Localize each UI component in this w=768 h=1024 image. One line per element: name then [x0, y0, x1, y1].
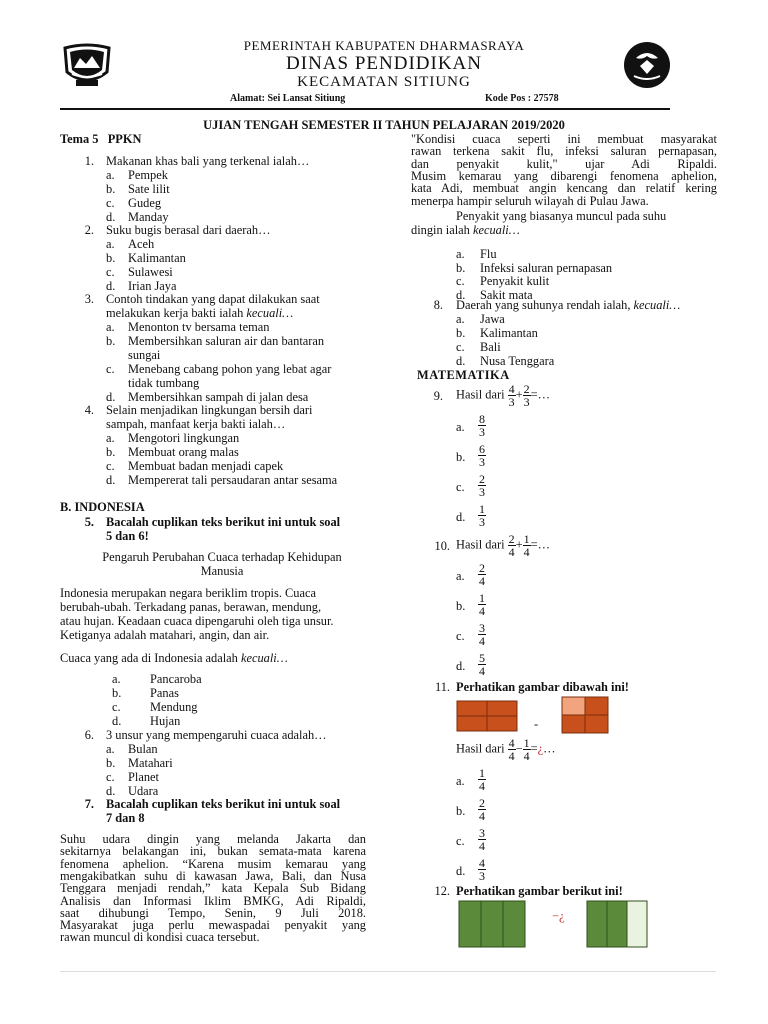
fraction-denominator: 3 — [479, 425, 485, 439]
fraction-numerator: 2 — [479, 472, 485, 486]
paragraph-line: Suhu udara dingin yang melanda Jakarta dan — [60, 832, 366, 846]
fraction-numerator: 5 — [479, 651, 485, 665]
option-letter: b. — [106, 756, 116, 770]
math-title: MATEMATIKA — [417, 368, 510, 382]
q9-f2-num: 2 — [523, 382, 530, 396]
q5-line2: 5 dan 6! — [106, 529, 149, 543]
option-text: Flu — [480, 247, 497, 261]
option-letter: c. — [456, 480, 465, 494]
q9-f2-den: 3 — [523, 395, 530, 409]
q12-figure-part — [586, 900, 648, 948]
option-letter: d. — [456, 659, 466, 673]
q2-text: Suku bugis berasal dari daerah… — [106, 223, 271, 237]
option-letter: b. — [106, 251, 116, 265]
fraction-numerator: 2 — [479, 561, 485, 575]
q2-number: 2. — [84, 223, 94, 237]
q12-operator: −¿ — [552, 909, 565, 923]
option-text: Membersihkan saluran air dan bantaran — [128, 334, 325, 348]
para4-line1: Penyakit yang biasanya muncul pada suhu — [456, 209, 667, 223]
q6-text: 3 unsur yang mempengaruhi cuaca adalah… — [106, 728, 327, 742]
option-fraction — [478, 443, 486, 468]
option-text: Pancaroba — [150, 672, 202, 686]
paragraph-line: menerpa hampir seluruh wilayah di Pulau Jawa. — [411, 193, 649, 208]
q12-number: 12. — [434, 884, 450, 898]
q9-tail: =… — [530, 387, 551, 402]
fraction-denominator: 4 — [479, 809, 485, 823]
option-letter: b. — [456, 326, 466, 340]
option-text: Penyakit kulit — [480, 274, 550, 288]
q1-text: Makanan khas bali yang terkenal ialah… — [106, 154, 310, 168]
option-fraction — [478, 562, 486, 587]
option-text: Bali — [480, 340, 501, 354]
option-text: Sate lilit — [128, 182, 170, 196]
option-text: Pempek — [128, 168, 168, 182]
fraction-denominator: 3 — [479, 869, 485, 883]
option-fraction — [478, 652, 486, 677]
paragraph-line: berubah-ubah. Terkadang panas, berawan, mendung, — [60, 600, 322, 614]
q9-f1-num: 4 — [508, 382, 515, 396]
q4-line1: Selain menjadikan lingkungan bersih dari — [106, 403, 313, 417]
q10-tail: =… — [530, 537, 551, 552]
option-text: Membuat orang malas — [128, 445, 239, 459]
paragraph-line: mengakibatkan suhu di kawasan Jawa, Bali, dan Nusa — [60, 868, 366, 883]
q8-kecuali: kecuali… — [633, 298, 681, 312]
q7-number: 7. — [84, 797, 94, 811]
para4-line2 — [411, 224, 520, 237]
option-letter: a. — [456, 420, 465, 434]
option-letter: d. — [456, 864, 466, 878]
option-letter: a. — [106, 431, 115, 445]
option-text: Infeksi saluran pernapasan — [480, 260, 613, 275]
option-letter: b. — [106, 182, 116, 196]
fraction-numerator: 8 — [479, 412, 485, 426]
option-text: Sakit mata — [480, 287, 533, 302]
q11-expression — [456, 737, 556, 762]
fraction-denominator: 3 — [479, 485, 485, 499]
q4-number: 4. — [84, 403, 94, 417]
para4-kecuali: kecuali… — [472, 223, 520, 237]
q12-figure-whole — [458, 900, 526, 948]
option-text: Manday — [128, 210, 169, 224]
q1-number: 1. — [84, 154, 94, 168]
option-letter: d. — [106, 210, 116, 224]
option-letter: d. — [106, 390, 116, 404]
fraction-numerator: 3 — [479, 621, 485, 635]
fraction-denominator: 4 — [479, 664, 485, 678]
q4-line2: sampah, manfaat kerja bakti ialah… — [106, 417, 286, 431]
option-text: Membuat badan menjadi capek — [128, 459, 284, 473]
option-text: Menebang cabang pohon yang lebat agar — [128, 362, 332, 376]
q10-operator: + — [515, 537, 523, 552]
option-text: Planet — [128, 770, 159, 784]
q11-f2-num: 1 — [523, 736, 530, 750]
header-line1: PEMERINTAH KABUPATEN DHARMASRAYA — [243, 38, 525, 53]
option-letter: a. — [456, 247, 465, 261]
q10-number: 10. — [434, 539, 450, 553]
theme-title: Tema 5 PPKN — [60, 132, 142, 146]
fraction-numerator: 1 — [479, 591, 485, 605]
option-fraction — [478, 827, 486, 852]
paragraph-line: rawan terkena sakit flu, infeksi saluran pernapasan, — [411, 144, 717, 159]
q11-result-text: Hasil dari — [456, 741, 505, 756]
option-fraction — [478, 797, 486, 822]
option-letter: b. — [456, 260, 466, 275]
option-letter: d. — [456, 354, 466, 368]
paragraph-line: Analisis dan Informasi Iklim BMKG, Adi Ripaldi, — [60, 893, 366, 908]
paragraph-line: Indonesia merupakan negara beriklim tropis. Cuaca — [60, 586, 316, 600]
fraction-numerator: 2 — [479, 796, 485, 810]
q11-tail: … — [543, 741, 556, 756]
q11-blank: ¿ — [537, 741, 544, 756]
option-letter: c. — [456, 629, 465, 643]
q3-kecuali: kecuali… — [246, 306, 294, 320]
option-letter: b. — [112, 686, 122, 700]
option-text: Nusa Tenggara — [480, 354, 555, 368]
option-letter: c. — [112, 700, 121, 714]
paragraph-line: saat dihubungi Tempo, Senin, 9 Juli 2018. — [60, 905, 366, 920]
q11-figure-whole — [456, 700, 518, 732]
option-fraction — [478, 413, 486, 438]
option-text: Sulawesi — [128, 265, 173, 279]
option-fraction — [478, 592, 486, 617]
fraction-denominator: 4 — [479, 779, 485, 793]
paragraph-line: "Kondisi cuaca seperti ini membuat masyarakat — [411, 132, 717, 146]
q9-expression — [456, 383, 550, 408]
q5-number: 5. — [84, 515, 94, 529]
option-letter: c. — [106, 362, 115, 376]
exam-title: UJIAN TENGAH SEMESTER II TAHUN PELAJARAN 2019/2020 — [203, 118, 565, 132]
option-text: Udara — [128, 784, 159, 798]
option-letter: a. — [106, 742, 115, 756]
fraction-denominator: 4 — [479, 634, 485, 648]
paragraph-line: Musim kemarau yang dibarengi fenomena aphelion, — [411, 168, 717, 183]
option-text: Membersihkan sampah di jalan desa — [128, 390, 309, 404]
paragraph-line: Tenggara menjadi rendah,” kata Kepala Sub Bidang — [60, 881, 366, 896]
option-text: Kalimantan — [128, 251, 186, 265]
option-text: Mengotori lingkungan — [128, 431, 240, 445]
q8-text — [456, 299, 680, 312]
option-text: Mempererat tali persaudaran antar sesama — [128, 473, 338, 487]
option-letter: a. — [456, 569, 465, 583]
option-text: Matahari — [128, 756, 173, 770]
option-fraction — [478, 473, 486, 498]
fraction-numerator: 4 — [479, 856, 485, 870]
option-text: Mendung — [150, 700, 198, 714]
fraction-denominator: 3 — [479, 455, 485, 469]
paragraph-line: Masyarakat juga perlu mewaspadai penyakit yang — [60, 918, 366, 933]
q9-operator: + — [515, 387, 523, 402]
q5-line1: Bacalah cuplikan teks berikut ini untuk soal — [106, 515, 341, 529]
option-text: tidak tumbang — [128, 376, 200, 390]
q10-fraction-2 — [523, 533, 531, 558]
option-fraction — [478, 503, 486, 528]
paragraph-line: sekitarnya belakangan ini, bukan semata-mata karena — [60, 844, 366, 859]
header-postcode: Kode Pos : 27578 — [485, 93, 559, 104]
q11-f1-den: 4 — [508, 749, 515, 763]
paragraph-line: kata Adi, membuat angin kencang dan relatif kering — [411, 181, 717, 196]
option-text: Panas — [150, 686, 179, 700]
fraction-denominator: 3 — [479, 515, 485, 529]
option-text: Bulan — [128, 742, 158, 756]
option-fraction — [478, 857, 486, 882]
option-fraction — [478, 767, 486, 792]
q9-fraction-2 — [523, 383, 531, 408]
q9-number: 9. — [433, 389, 443, 403]
footer-rule — [60, 971, 716, 972]
option-letter: b. — [456, 599, 466, 613]
option-letter: d. — [106, 473, 116, 487]
q8-text-main: Daerah yang suhunya rendah ialah, — [456, 298, 634, 312]
header-line2: DINAS PENDIDIKAN — [286, 53, 482, 74]
q10-expression — [456, 533, 550, 558]
q10-fraction-1 — [508, 533, 516, 558]
q6-number: 6. — [84, 728, 94, 742]
paragraph-line: fenomena aphelion. “Karena musim kemarau yang — [60, 856, 366, 871]
q10-text: Hasil dari — [456, 537, 505, 552]
option-text: Menonton tv bersama teman — [128, 320, 270, 334]
option-letter: a. — [106, 320, 115, 334]
para4-text: dingin ialah — [411, 223, 473, 237]
fraction-numerator: 3 — [479, 826, 485, 840]
q3-line1: Contoh tindakan yang dapat dilakukan saat — [106, 292, 320, 306]
paragraph-line: rawan muncul di kondisi cuaca tersebut. — [60, 930, 260, 945]
q10-f1-num: 2 — [508, 532, 515, 546]
story-title-1: Pengaruh Perubahan Cuaca terhadap Kehidupan — [102, 550, 342, 564]
fraction-numerator: 6 — [479, 442, 485, 456]
option-letter: b. — [456, 450, 466, 464]
option-text: Aceh — [128, 237, 155, 251]
q8-number: 8. — [433, 298, 443, 312]
q5-question-text: Cuaca yang ada di Indonesia adalah — [60, 651, 241, 665]
q11-f1-num: 4 — [508, 736, 515, 750]
option-letter: d. — [456, 287, 466, 302]
option-text: Kalimantan — [480, 326, 538, 340]
fraction-numerator: 1 — [479, 766, 485, 780]
q11-number: 11. — [434, 680, 450, 694]
q3-number: 3. — [84, 292, 94, 306]
header-line3: KECAMATAN SITIUNG — [297, 74, 471, 90]
option-letter: c. — [456, 834, 465, 848]
fraction-denominator: 4 — [479, 604, 485, 618]
q11-figure-part — [561, 696, 609, 734]
q11-operator: − — [515, 741, 523, 756]
q11-text: Perhatikan gambar dibawah ini! — [456, 680, 629, 694]
story-title-2: Manusia — [200, 564, 244, 578]
fraction-numerator: 1 — [479, 502, 485, 516]
option-letter: c. — [106, 265, 115, 279]
fraction-denominator: 4 — [479, 839, 485, 853]
q7-line2: 7 dan 8 — [106, 811, 145, 825]
option-fraction — [478, 622, 486, 647]
q9-text: Hasil dari — [456, 387, 505, 402]
option-letter: c. — [106, 196, 115, 210]
option-text: sungai — [128, 348, 161, 362]
option-letter: b. — [106, 334, 116, 348]
option-letter: a. — [456, 312, 465, 326]
q11-fraction-1 — [508, 737, 516, 762]
section-b-title: B. INDONESIA — [60, 500, 145, 514]
option-letter: d. — [112, 714, 122, 728]
q10-f1-den: 4 — [508, 545, 515, 559]
option-letter: c. — [456, 274, 465, 288]
q10-f2-den: 4 — [523, 545, 530, 559]
option-letter: b. — [456, 804, 466, 818]
q11-f2-den: 4 — [523, 749, 530, 763]
paragraph-line: Ketiganya adalah matahari, angin, dan air. — [60, 628, 270, 642]
option-text: Irian Jaya — [128, 279, 177, 293]
option-text: Gudeg — [128, 196, 162, 210]
q9-fraction-1 — [508, 383, 516, 408]
fraction-denominator: 4 — [479, 574, 485, 588]
option-letter: a. — [106, 168, 115, 182]
q3-line2-text: melakukan kerja bakti ialah — [106, 306, 247, 320]
option-letter: c. — [106, 459, 115, 473]
q11-minus: - — [534, 717, 539, 731]
q10-f2-num: 1 — [523, 532, 530, 546]
q7-line1: Bacalah cuplikan teks berikut ini untuk soal — [106, 797, 341, 811]
q12-text: Perhatikan gambar berikut ini! — [456, 884, 623, 898]
option-letter: d. — [106, 279, 116, 293]
option-text: Jawa — [480, 312, 505, 326]
option-letter: b. — [106, 445, 116, 459]
option-letter: c. — [456, 340, 465, 354]
option-letter: a. — [456, 774, 465, 788]
option-letter: a. — [112, 672, 121, 686]
q9-f1-den: 3 — [508, 395, 515, 409]
header-address: Alamat: Sei Lansat Sitiung — [230, 93, 346, 104]
paragraph-line: atau hujan. Keadaan cuaca dipengaruhi oleh tiga unsur. — [60, 614, 334, 628]
option-letter: c. — [106, 770, 115, 784]
option-letter: a. — [106, 237, 115, 251]
option-letter: d. — [456, 510, 466, 524]
option-letter: d. — [106, 784, 116, 798]
q11-equals: = — [530, 741, 538, 756]
q11-fraction-2 — [523, 737, 531, 762]
paragraph-line: dan penyakit kulit," ujar Adi Ripaldi. — [411, 156, 717, 171]
option-text: Hujan — [150, 714, 181, 728]
q5-kecuali: kecuali… — [240, 651, 288, 665]
